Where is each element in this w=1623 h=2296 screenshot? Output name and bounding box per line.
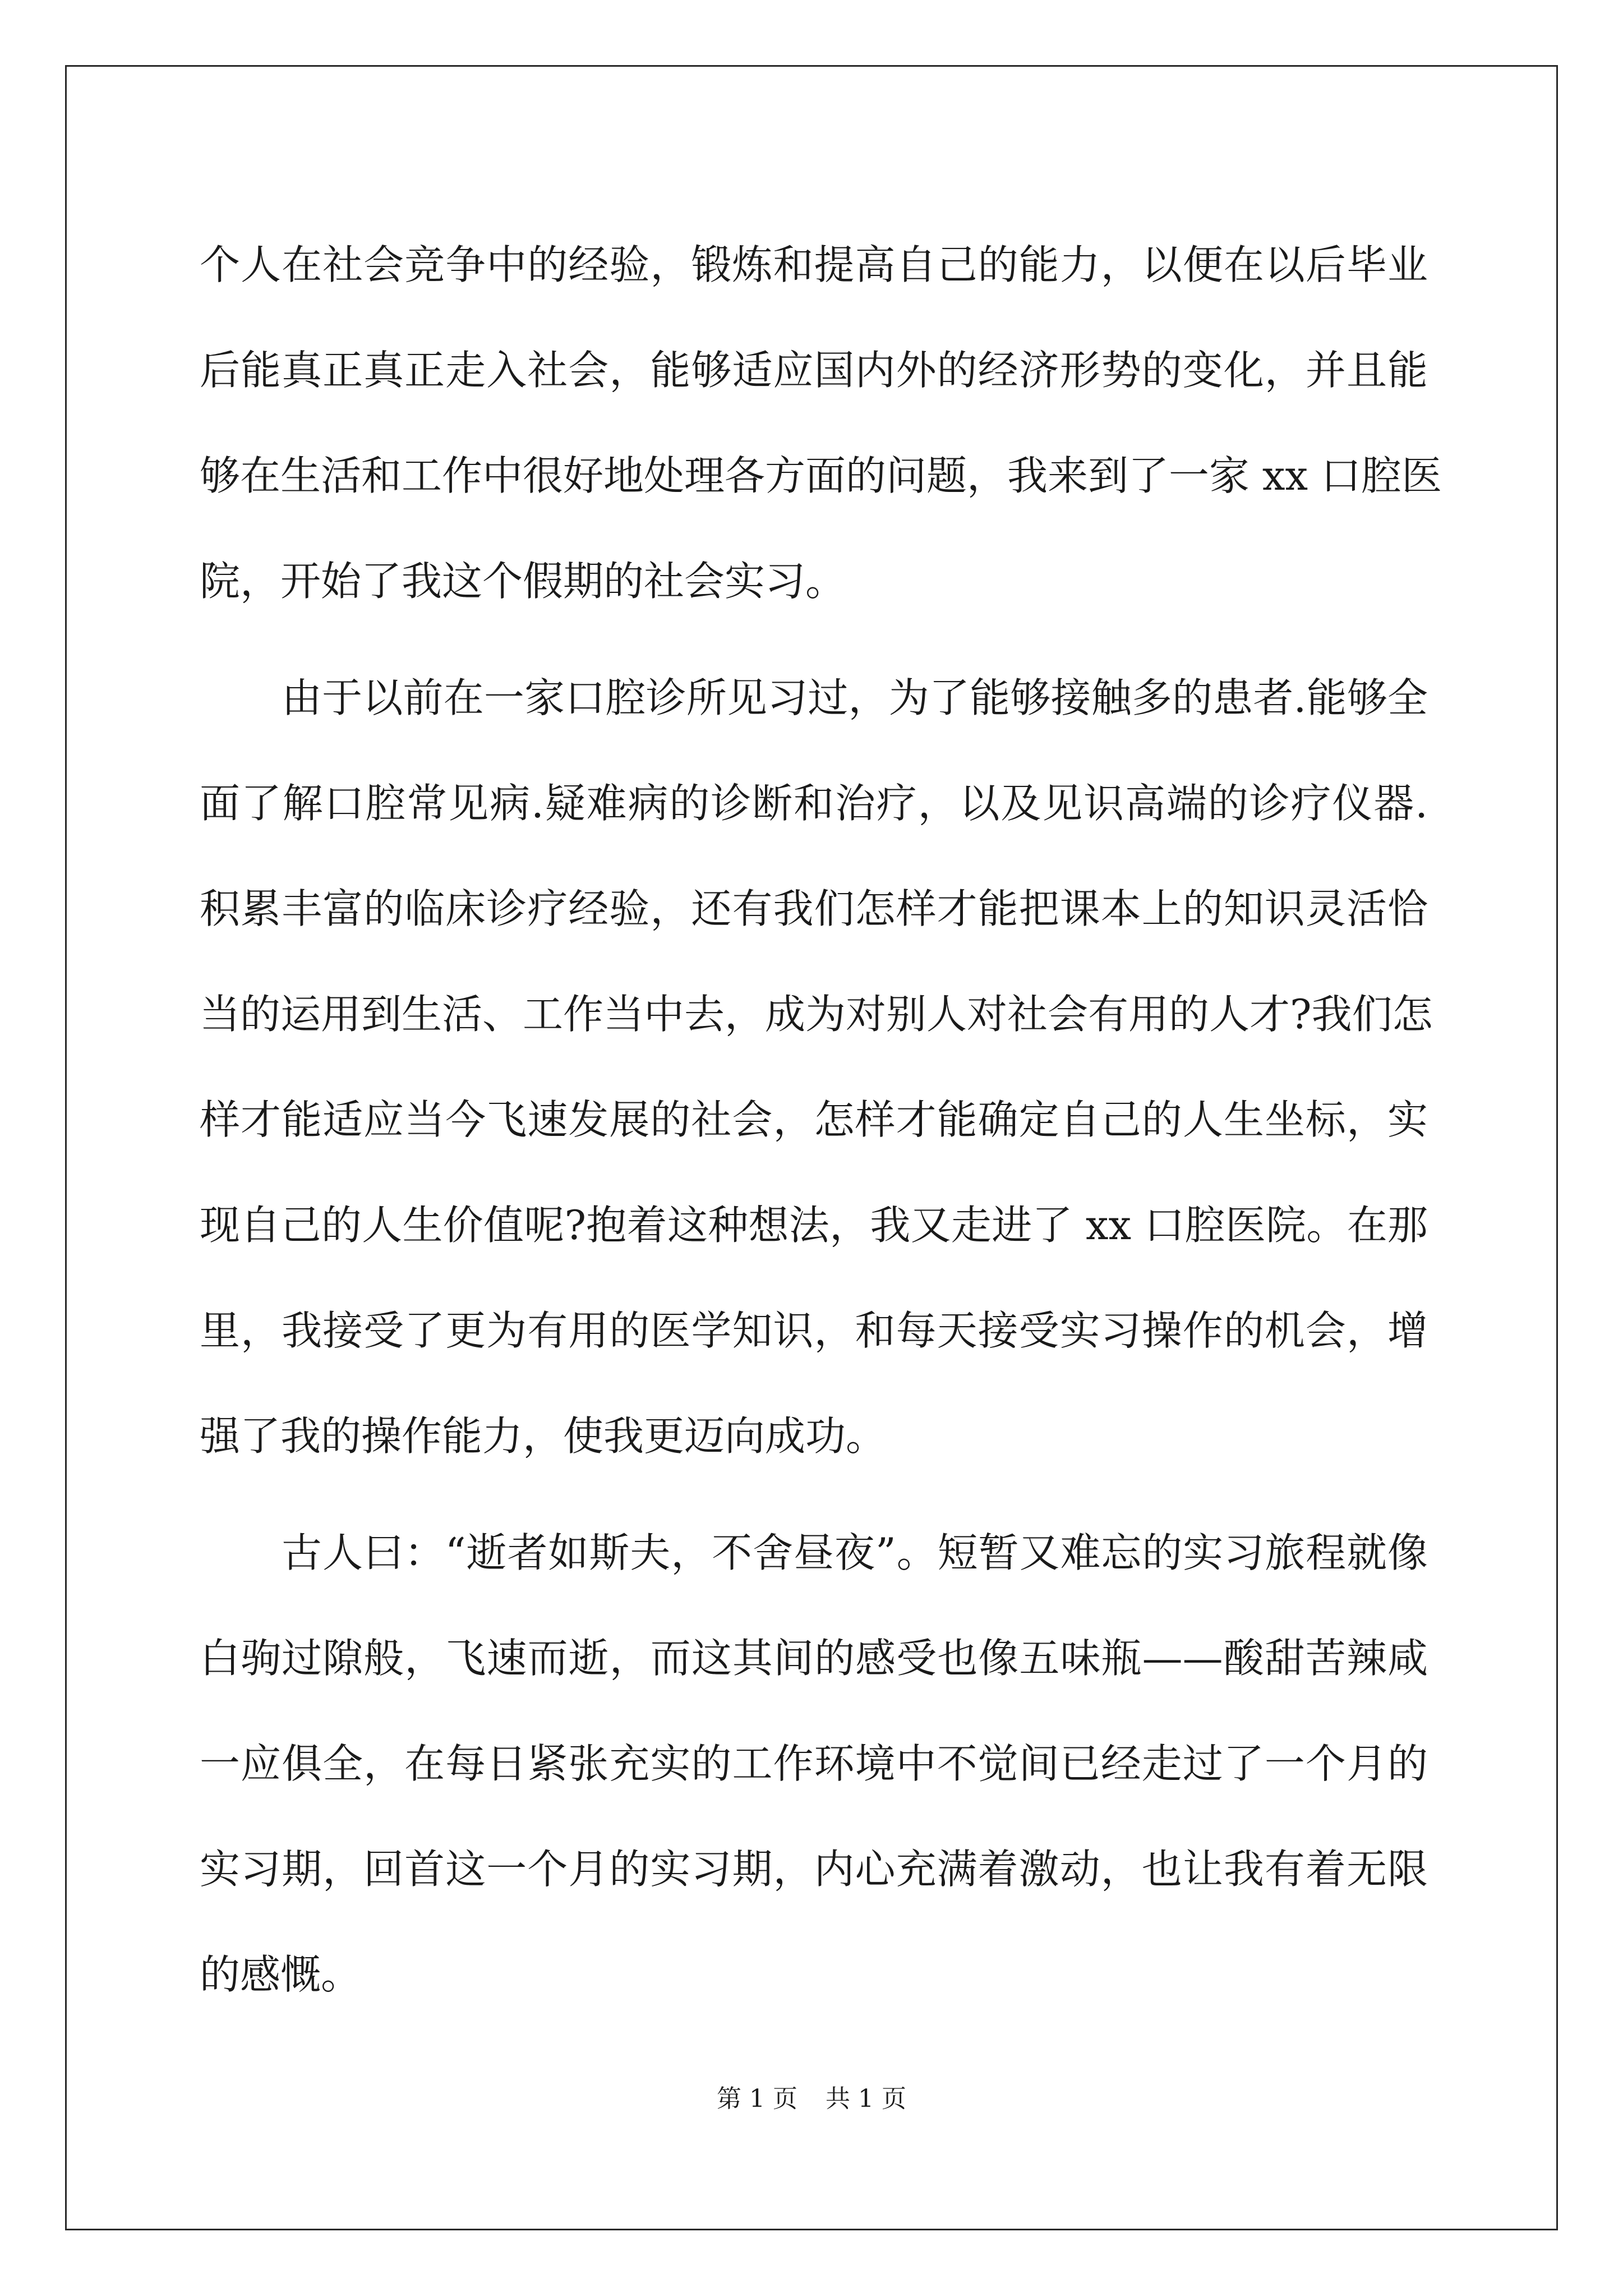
paragraph-2 bbox=[200, 645, 1433, 1489]
page-number: 第 1 页 bbox=[717, 2085, 797, 2113]
text-line: 里，我接受了更为有用的医学知识，和每天接受实习操作的机会，增 bbox=[200, 1307, 1428, 1354]
text-line: 样才能适应当今飞速发展的社会，怎样才能确定自己的人生坐标，实 bbox=[200, 1096, 1428, 1143]
text-line: 现自己的人生价值呢?抱着这种想法，我又走进了 xx 口腔医院。在那 bbox=[200, 1202, 1428, 1249]
text-line: 当的运用到生活、工作当中去，成为对别人对社会有用的人才?我们怎 bbox=[200, 991, 1433, 1038]
text-line: 面了解口腔常见病.疑难病的诊断和治疗，以及见识高端的诊疗仪器. bbox=[200, 780, 1428, 827]
text-line: 院，开始了我这个假期的社会实习。 bbox=[200, 558, 846, 605]
text-line: 实习期，回首这一个月的实习期，内心充满着激动，也让我有着无限 bbox=[200, 1846, 1428, 1893]
text-line: 由于以前在一家口腔诊所见习过，为了能够接触多的患者.能够全 bbox=[282, 674, 1428, 721]
paragraph-1 bbox=[200, 212, 1442, 634]
text-line: 个人在社会竞争中的经验，锻炼和提高自己的能力，以便在以后毕业 bbox=[200, 241, 1428, 288]
text-line: 后能真正真正走入社会，能够适应国内外的经济形势的变化，并且能 bbox=[200, 347, 1428, 394]
text-line: 白驹过隙般，飞速而逝，而这其间的感受也像五味瓶——酸甜苦辣咸 bbox=[200, 1635, 1428, 1682]
text-line: 够在生活和工作中很好地处理各方面的问题，我来到了一家 xx 口腔医 bbox=[200, 452, 1442, 499]
text-line: 古人曰：“逝者如斯夫，不舍昼夜”。短暂又难忘的实习旅程就像 bbox=[282, 1529, 1428, 1576]
paragraph-3 bbox=[200, 1500, 1428, 2027]
text-line: 强了我的操作能力，使我更迈向成功。 bbox=[200, 1412, 887, 1460]
text-line: 的感慨。 bbox=[200, 1951, 362, 1998]
document-body bbox=[200, 212, 1442, 2027]
page-footer bbox=[0, 2082, 1623, 2116]
text-line: 积累丰富的临床诊疗经验，还有我们怎样才能把课本上的知识灵活恰 bbox=[200, 885, 1428, 932]
text-line: 一应俱全，在每日紧张充实的工作环境中不觉间已经走过了一个月的 bbox=[200, 1740, 1428, 1787]
page-total: 共 1 页 bbox=[826, 2085, 906, 2113]
